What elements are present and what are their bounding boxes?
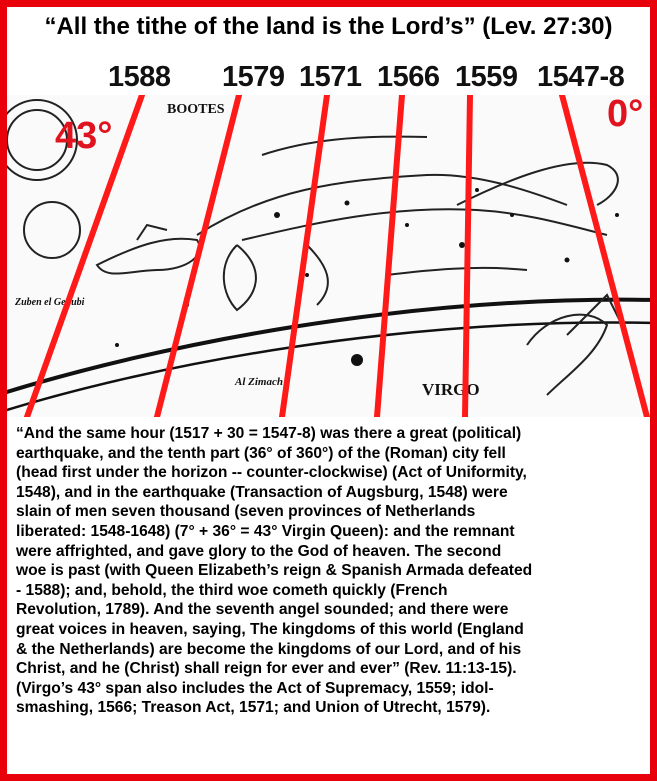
commentary-line-3: (head first under the horizon -- counter-clockwise) (Act of Uniformity, bbox=[16, 464, 527, 482]
commentary-line-6: liberated: 1548-1648) (7° + 36° = 43° Virgin Queen): and the remnant bbox=[16, 522, 515, 540]
commentary-line-8: woe is past (with Queen Elizabeth’s reign & Spanish Armada defeated bbox=[16, 562, 533, 580]
virgo-label: VIRGO bbox=[422, 380, 480, 399]
commentary-line-11: great voices in heaven, saying, The kingdoms of this world (England bbox=[16, 620, 524, 638]
year-label-1559: 1559 bbox=[455, 61, 518, 93]
year-label-1588: 1588 bbox=[108, 61, 171, 93]
scripture-title: “All the tithe of the land is the Lord’s” (Lev. 27:30) bbox=[44, 13, 613, 40]
commentary-line-12: & the Netherlands) are become the kingdoms of our Lord, and of his bbox=[16, 640, 522, 658]
commentary-line-5: slain of men seven thousand (seven provinces of Netherlands bbox=[16, 503, 476, 521]
commentary-line-4: 1548), and in the earthquake (Transaction of Augsburg, 1548) were bbox=[16, 483, 508, 501]
commentary-line-10: Revolution, 1789). And the seventh angel sounded; and there were bbox=[16, 601, 509, 619]
bootes-label: BOOTES bbox=[167, 102, 225, 117]
degree-label-0: 0° bbox=[607, 93, 644, 135]
degree-label-43: 43° bbox=[55, 115, 113, 157]
commentary-box bbox=[16, 424, 644, 774]
year-label-1566: 1566 bbox=[377, 61, 440, 93]
commentary-line-9: - 1588); and, behold, the third woe cometh quickly (French bbox=[16, 581, 448, 599]
commentary-line-14: (Virgo’s 43° span also includes the Act of Supremacy, 1559; idol- bbox=[16, 679, 494, 697]
zuben-label: Zuben el Genubi bbox=[15, 297, 85, 308]
commentary-line-15: smashing, 1566; Treason Act, 1571; and Union of Utrecht, 1579). bbox=[16, 699, 491, 717]
year-label-1579: 1579 bbox=[222, 61, 285, 93]
commentary-line-7: were affrighted, and gave glory to the God of heaven. The second bbox=[16, 542, 502, 560]
commentary-line-2: earthquake, and the tenth part (36° of 360°) of the (Roman) city fell bbox=[16, 444, 506, 462]
commentary-line-1: “And the same hour (1517 + 30 = 1547-8) was there a great (political) bbox=[16, 425, 522, 442]
year-label-1547-8: 1547-8 bbox=[537, 61, 625, 93]
year-label-1571: 1571 bbox=[299, 61, 362, 93]
al-zimach-label: Al Zimach bbox=[235, 376, 283, 388]
commentary-line-13: Christ, and he (Christ) shall reign for ever and ever” (Rev. 11:13-15). bbox=[16, 660, 517, 678]
